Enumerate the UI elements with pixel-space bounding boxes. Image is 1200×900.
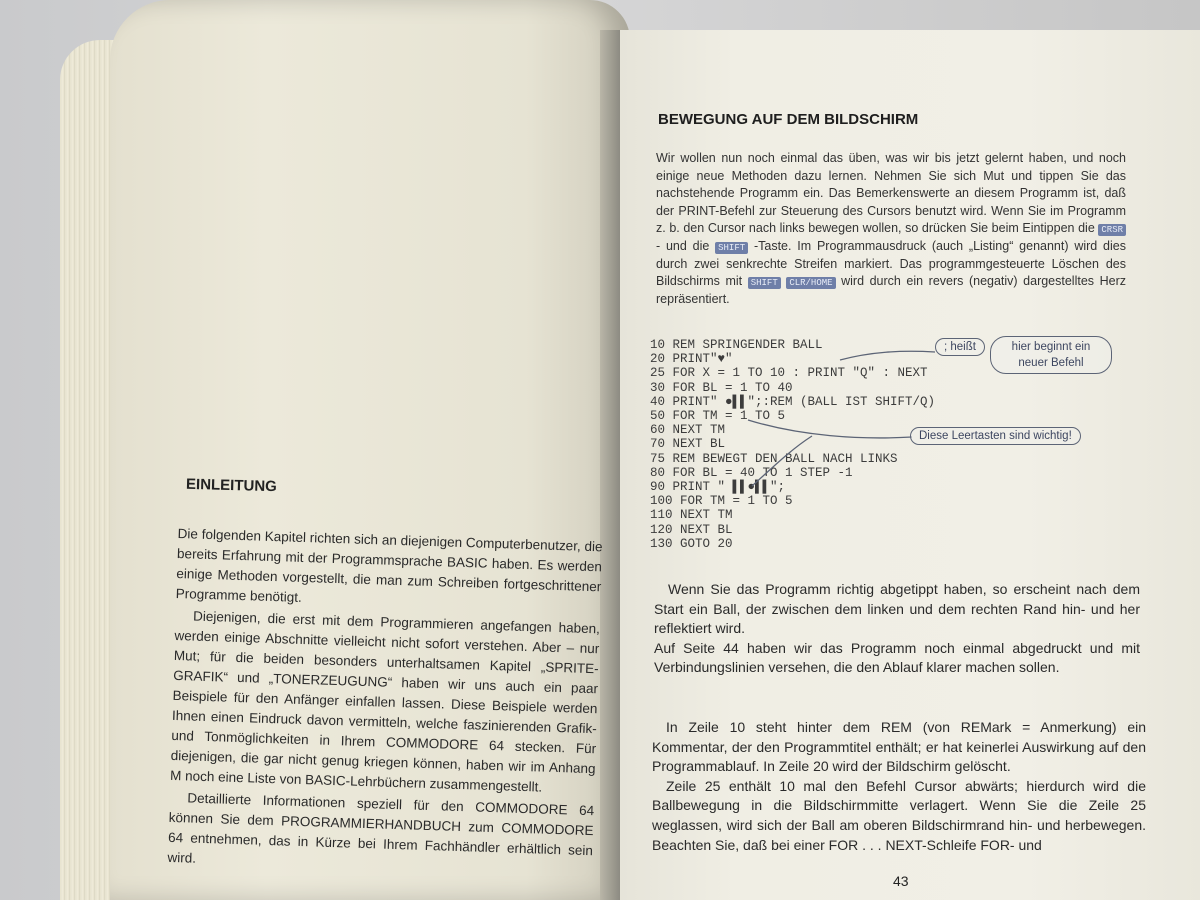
right-page-heading: BEWEGUNG AUF DEM BILDSCHIRM <box>658 111 919 128</box>
listing-line: 100 FOR TM = 1 TO 5 <box>650 494 793 509</box>
listing-line: 80 FOR BL = 40 TO 1 STEP -1 <box>650 465 853 480</box>
annotation-hier-beginnt: hier beginnt ein neuer Befehl <box>990 336 1112 374</box>
left-page-heading: EINLEITUNG <box>185 475 278 496</box>
page-number: 43 <box>893 873 909 889</box>
listing-line: 10 REM SPRINGENDER BALL <box>650 338 823 352</box>
shift-key-icon-2: SHIFT <box>748 277 781 289</box>
intro-text-2: - und die <box>656 238 710 253</box>
listing-line: 90 PRINT " ▌▌●▌▌"; <box>650 480 786 495</box>
listing-line: 70 NEXT BL <box>650 437 726 452</box>
listing-line: 50 FOR TM = 1 TO 5 <box>650 409 786 424</box>
intro-text-4: wird durch ein revers (negativ) dargestelltes Herz repräsentiert. <box>656 274 1126 306</box>
intro-text-3: -Taste. Im Programmausdruck (auch „Listing“ genannt) wird dies durch zwei senkrechte Streifen markiert. Das programmgesteuerte Löschen des Bildschirms mit <box>656 238 1126 289</box>
shift-key-icon: SHIFT <box>715 242 748 254</box>
body2-paragraph-1: In Zeile 10 steht hinter dem REM (von REMark = Anmerkung) ein Kommentar, der den Programmtitel enthält; er hat keinerlei Auswirkung auf den Programmablauf. In Zeile 20 wird der Bildschirm gelöscht. <box>652 719 1146 775</box>
listing-line: 75 REM BEWEGT DEN BALL NACH LINKS <box>650 451 898 466</box>
annotation-heisst: ; heißt <box>935 338 985 356</box>
listing-line: 30 FOR BL = 1 TO 40 <box>650 380 793 395</box>
left-paragraph-1: Die folgenden Kapitel richten sich an diejenigen Computerbenutzer, die bereits Erfahrung mit der Programmsprache BASIC haben. Es werden einige Methoden vorgestellt, die man zum Schreiben fortgeschrittener Programme benötigt. <box>175 525 603 605</box>
crsr-key-icon: CRSR <box>1098 224 1126 236</box>
annotation-leertasten: Diese Leertasten sind wichtig! <box>910 427 1081 445</box>
clr-home-key-icon: CLR/HOME <box>786 277 835 289</box>
listing-line: 60 NEXT TM <box>650 423 726 438</box>
body1-paragraph-2: Auf Seite 44 haben wir das Programm noch einmal abgedruckt und mit Verbindungslinien versehen, die den Ablauf klarer machen sollen. <box>654 639 1140 676</box>
listing-line: 110 NEXT TM <box>650 508 733 523</box>
listing-line: 20 PRINT"♥" <box>650 352 733 367</box>
right-page-body-1 <box>654 580 1140 678</box>
listing-line: 130 GOTO 20 <box>650 536 733 551</box>
body1-paragraph-1: Wenn Sie das Programm richtig abgetippt haben, so erscheint nach dem Start ein Ball, der zwischen dem linken und dem rechten Rand hin- und her reflektiert wird. <box>654 581 1140 637</box>
left-paragraph-3: Detaillierte Informationen speziell für den COMMODORE 64 können Sie dem PROGRAMMIERHANDBUCH zum COMMODORE 64 entnehmen, das in Kürze bei Ihrem Fachhändler erhältlich sein wird. <box>167 790 595 866</box>
listing-line: 40 PRINT" ●▌▌";:REM (BALL IST SHIFT/Q) <box>650 394 936 409</box>
right-page-body-2 <box>652 718 1146 855</box>
listing-line: 25 FOR X = 1 TO 10 : PRINT "Q" : NEXT <box>650 366 928 381</box>
listing-line: 120 NEXT BL <box>650 522 733 537</box>
left-paragraph-2: Diejenigen, die erst mit dem Programmieren angefangen haben, werden einige Abschnitte vielleicht nicht sofort verstehen. Aber – nur Mut; für die beiden besonders unterhaltsamen Kapitel „SPRITE-GRAFIK“ und „TONERZEUGUNG“ haben wir uns auch ein paar Beispiele für den Anfänger einfallen lassen. Diese Beispiele werden Ihnen einen Eindruck davon vermitteln, welche faszinierenden Grafik- und Tonmöglichkeiten in Ihrem COMMODORE 64 stecken. Für diejenigen, die gar nicht genug kriegen können, haben wir im Anhang M noch eine Liste von BASIC-Lehrbüchern zusammengestellt. <box>169 608 601 795</box>
intro-text-1: Wir wollen nun noch einmal das üben, was wir bis jetzt gelernt haben, und noch einige neue Methoden dazu lernen. Nehmen Sie sich Mut und tippen Sie das nachstehende Programm ein. Das Bemerkenswerte an diesem Programm ist, daß der PRINT-Befehl zur Steuerung des Cursors benutzt wird. Wenn Sie im Programm z. b. den Cursor nach links bewegen wollen, so drücken Sie beim Eintippen die <box>656 151 1126 236</box>
body2-paragraph-2: Zeile 25 enthält 10 mal den Befehl Cursor abwärts; hierdurch wird die Ballbewegung in die Bildschirmmitte verlagert. Wenn Sie die Zeile 25 weglassen, wird sich der Ball am oberen Bildschirmrand hin- und herbewegen. Beachten Sie, daß bei einer FOR . . . NEXT-Schleife FOR- und <box>652 777 1146 853</box>
